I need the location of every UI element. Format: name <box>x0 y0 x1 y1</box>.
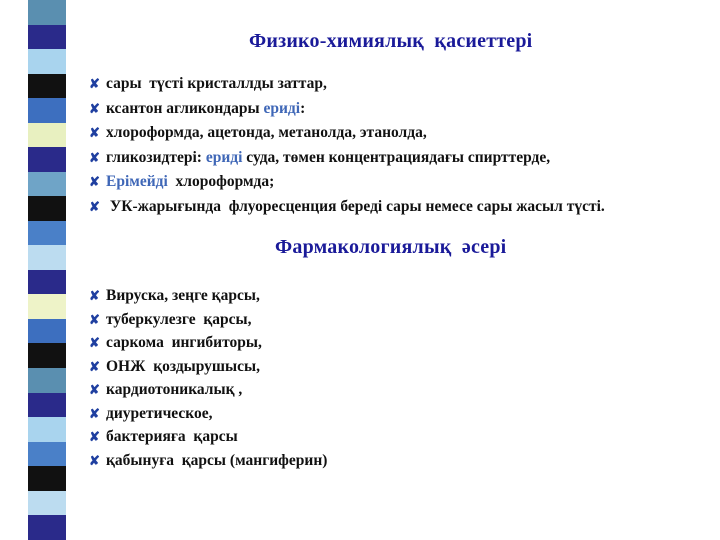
list-item <box>89 284 327 308</box>
stripe-block <box>28 98 66 123</box>
stripe-block <box>28 417 66 442</box>
list-item <box>89 308 327 332</box>
cross-bullet-icon: ✘ <box>89 174 100 189</box>
list-item-text <box>106 378 242 402</box>
list-item <box>89 72 605 97</box>
cross-bullet-icon: ✘ <box>89 125 100 140</box>
cross-bullet-icon: ✘ <box>89 429 100 444</box>
text-segment: ОНЖ қоздырушысы, <box>106 357 260 375</box>
highlighted-word: Ерімейді <box>106 173 168 190</box>
list-item-text <box>106 97 305 122</box>
list-item <box>89 378 327 402</box>
list-item-text <box>106 284 260 308</box>
stripe-block <box>28 515 66 540</box>
list-item <box>89 331 327 355</box>
stripe-block <box>28 196 66 221</box>
stripe-block <box>28 221 66 246</box>
stripe-block <box>28 245 66 270</box>
list-item-text <box>106 402 213 426</box>
text-segment: бактерияға қарсы <box>106 428 238 445</box>
text-segment: хлороформда, ацетонда, метанолда, этанолда, <box>106 124 427 141</box>
stripe-block <box>28 319 66 344</box>
text-segment: : <box>300 99 306 117</box>
text-segment: сары түсті кристаллды заттар, <box>106 75 327 92</box>
list-item <box>89 97 605 122</box>
stripe-block <box>28 393 66 418</box>
stripe-block <box>28 491 66 516</box>
stripe-block <box>28 147 66 172</box>
list-item-text <box>106 331 262 355</box>
text-segment: туберкулезге қарсы, <box>106 310 252 328</box>
physchem-title: Физико-химиялық қасиеттері <box>249 30 533 52</box>
list-item-text <box>106 146 550 171</box>
stripe-block <box>28 442 66 467</box>
stripe-block <box>28 368 66 393</box>
highlighted-word: ериді <box>205 148 243 166</box>
cross-bullet-icon: ✘ <box>89 288 100 303</box>
list-item <box>89 449 327 473</box>
text-segment: ксантон агликондары <box>106 99 264 117</box>
cross-bullet-icon: ✘ <box>89 405 100 421</box>
stripe-block <box>28 74 66 99</box>
stripe-block <box>28 25 66 50</box>
cross-bullet-icon: ✘ <box>89 198 100 214</box>
text-segment: хлороформда; <box>167 173 275 190</box>
cross-bullet-icon: ✘ <box>89 382 100 397</box>
physchem-list <box>89 72 605 219</box>
list-item <box>89 402 327 426</box>
stripe-block <box>28 466 66 491</box>
cross-bullet-icon: ✘ <box>89 149 100 165</box>
cross-bullet-icon: ✘ <box>89 311 100 327</box>
text-segment: кардиотоникалық , <box>106 381 243 398</box>
cross-bullet-icon: ✘ <box>89 100 100 116</box>
stripe-block <box>28 123 66 148</box>
text-segment: УК-жарығында флуоресценция береді сары немесе сары жасыл түсті. <box>106 197 605 215</box>
text-segment: диуретическое, <box>106 404 213 422</box>
list-item-text <box>106 355 260 379</box>
cross-bullet-icon: ✘ <box>89 358 100 374</box>
list-item-text <box>106 449 327 473</box>
text-segment: саркома ингибиторы, <box>106 334 262 351</box>
text-segment: Вируска, зеңге қарсы, <box>106 287 260 304</box>
pharmacology-title: Фармакологиялық әсері <box>275 236 507 258</box>
list-item <box>89 355 327 379</box>
list-item-text <box>106 121 427 146</box>
list-item <box>89 425 327 449</box>
stripe-block <box>28 0 66 25</box>
stripe-block <box>28 343 66 368</box>
list-item-text <box>106 425 238 449</box>
list-item-text <box>106 308 252 332</box>
text-segment: суда, төмен концентрациядағы спирттерде, <box>242 148 551 166</box>
stripe-block <box>28 172 66 197</box>
list-item-text <box>106 195 605 220</box>
stripe-block <box>28 49 66 74</box>
cross-bullet-icon: ✘ <box>89 452 100 468</box>
highlighted-word: ериді <box>263 99 301 117</box>
list-item <box>89 121 605 146</box>
list-item-text <box>106 72 327 97</box>
list-item <box>89 195 605 220</box>
cross-bullet-icon: ✘ <box>89 335 100 350</box>
stripe-block <box>28 270 66 295</box>
list-item-text <box>106 170 274 195</box>
list-item <box>89 170 605 195</box>
text-segment: гликозидтері: <box>106 148 206 166</box>
list-item <box>89 146 605 171</box>
decorative-left-stripe <box>28 0 66 540</box>
cross-bullet-icon: ✘ <box>89 76 100 91</box>
stripe-block <box>28 294 66 319</box>
text-segment: қабынуға қарсы (мангиферин) <box>106 451 328 469</box>
pharmacology-list <box>89 284 327 472</box>
